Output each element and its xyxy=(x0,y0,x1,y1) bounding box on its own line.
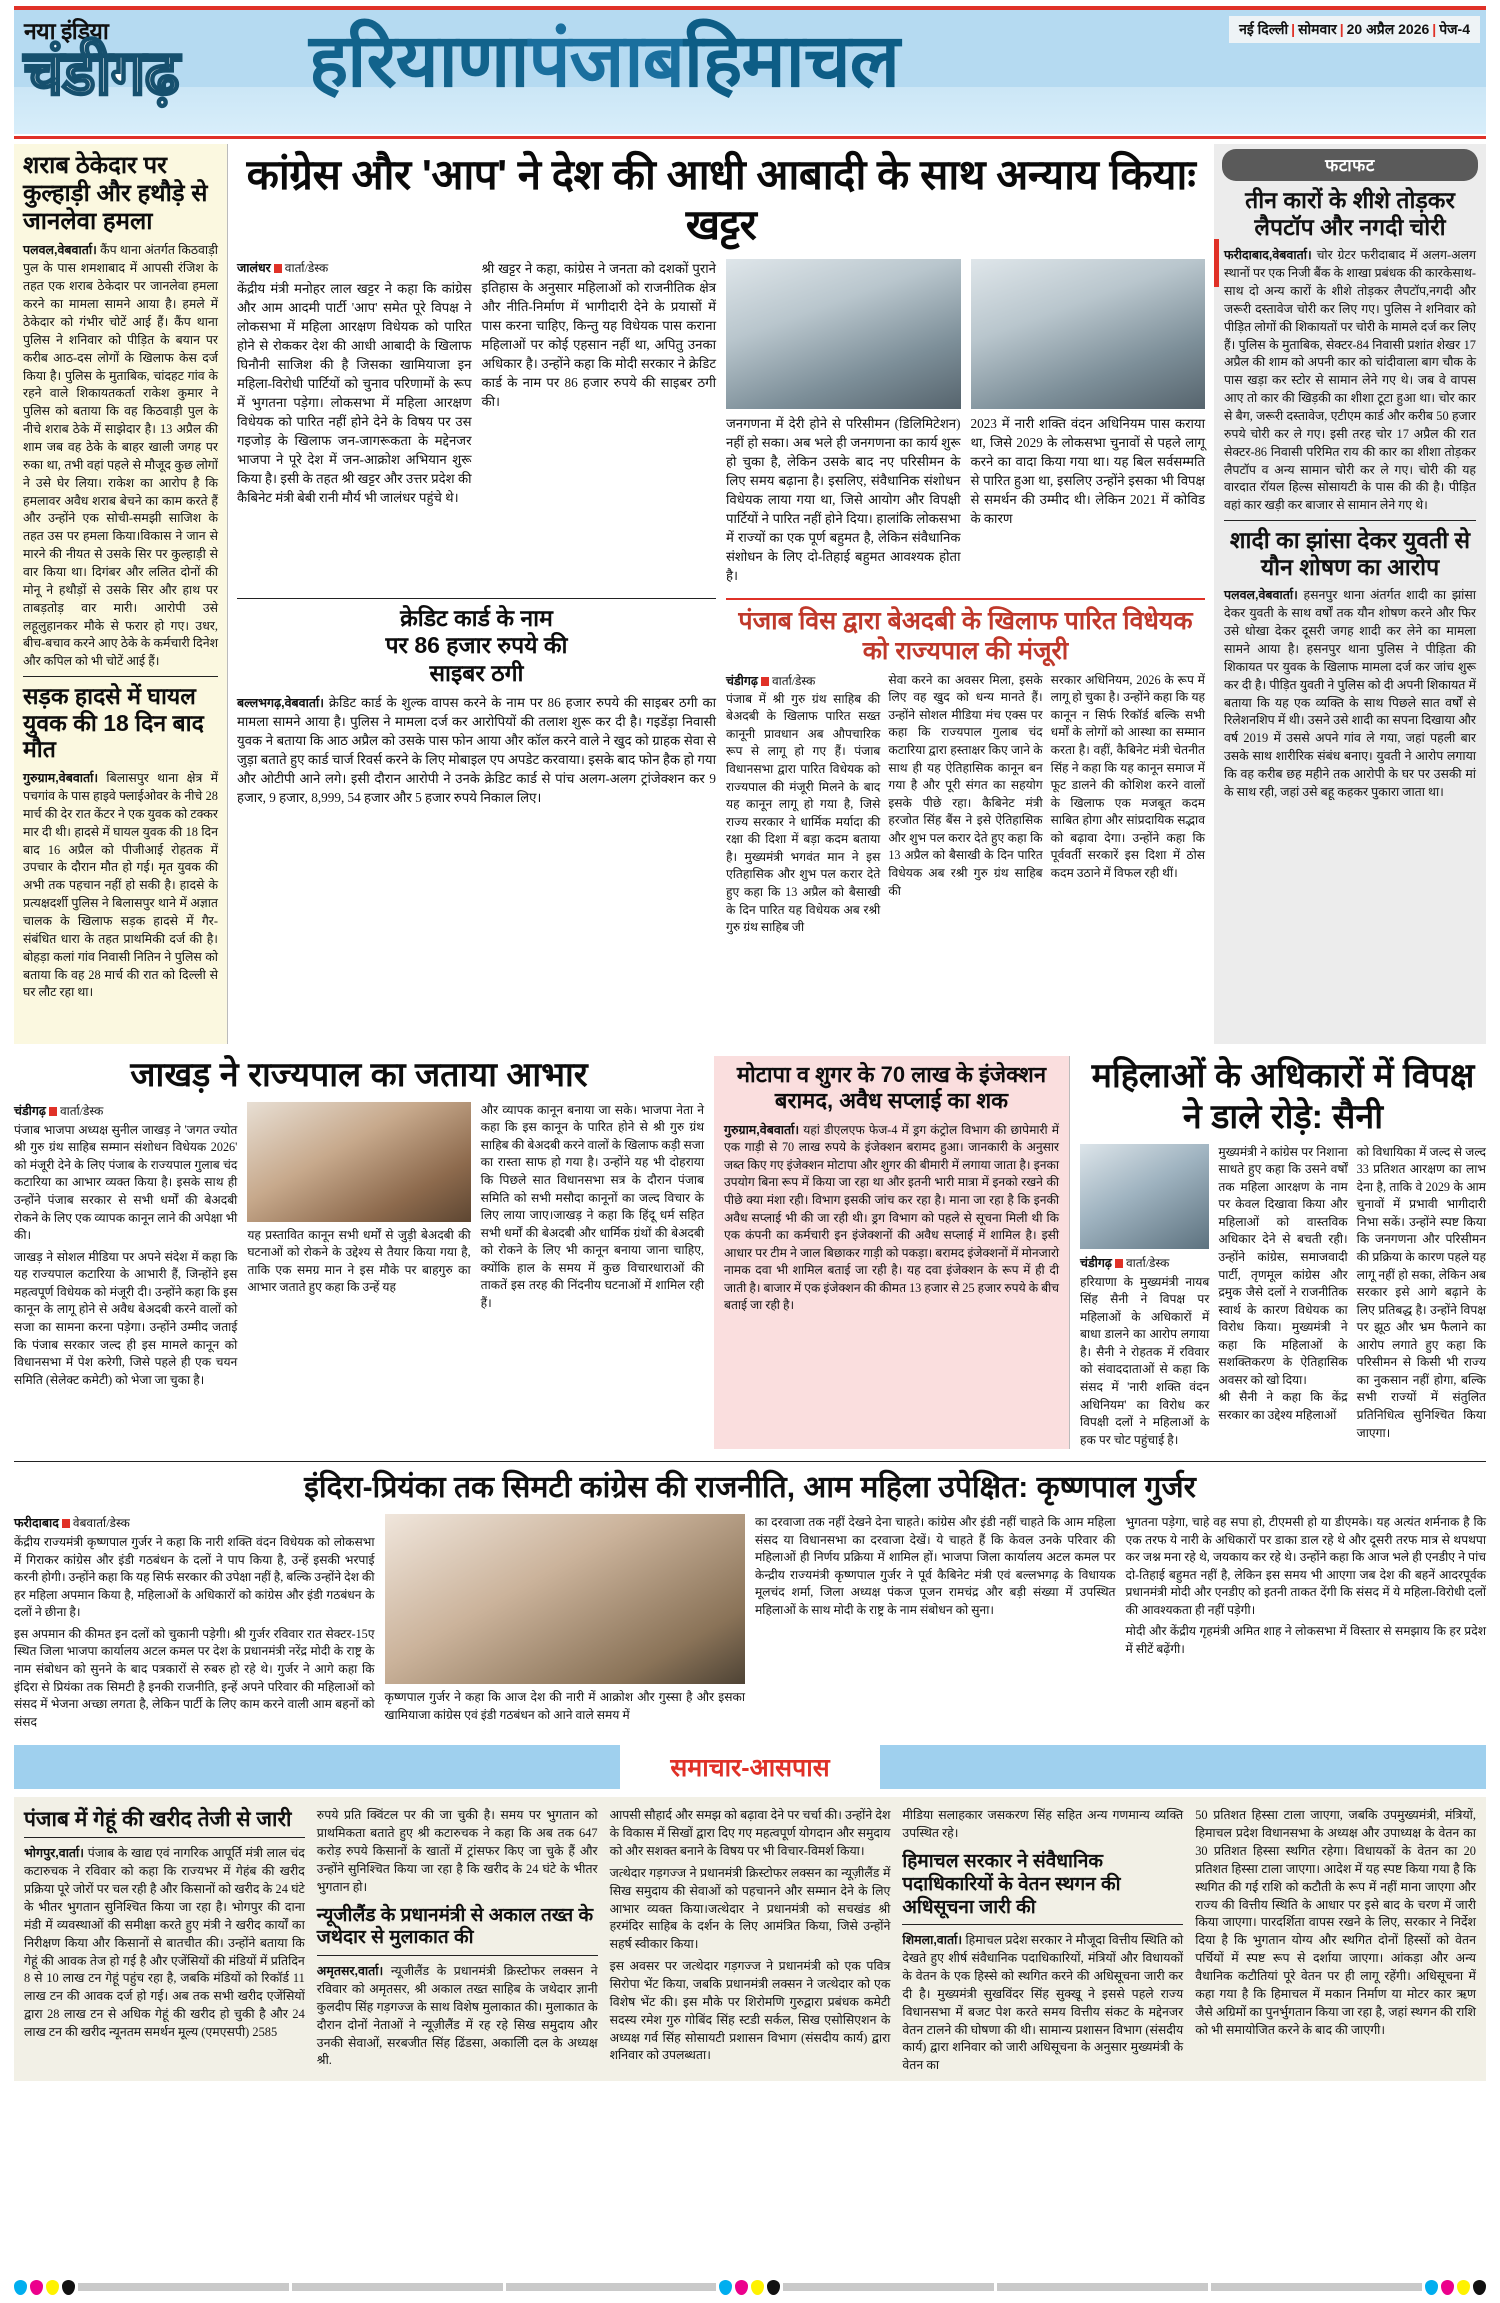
bottom-col3-body3: इस अवसर पर जत्थेदार गड़गज्ज ने प्रधानमंत्री को एक पवित्र सिरोपा भेंट किया, जबकि प्रधानमंत्री लक्सन ने जत्थेदार को एक विशेष भेंट की। इस मौके पर शिरोमणि गुरुद्वारा प्रबंधक कमेटी सदस्य रमेश गुरु गोबिंद सिंह स्टडी सर्कल, सिख एसोसिएशन के अध्यक्ष गर्व सिंह सोसायटी प्रशासन विभाग (संसदीय कार्य) द्वारा शनिवार को उपलब्धता। xyxy=(609,1959,891,2063)
zone3-dateline-city: फरीदाबाद xyxy=(14,1516,59,1531)
bottom-col4-divider xyxy=(902,1924,1183,1925)
zone3-col1b-body: इस अपमान की कीमत इन दलों को चुकानी पड़ेगी। श्री गुर्जर रविवार रात सेक्टर-15ए स्थित जिला भाजपा कार्यालय अटल कमल पर देश के प्रधानमंत्री नरेंद्र मोदी के राष्ट्र के नाम संबोधन को सुनने के बाद पत्रकारों से रुबरु हो रहे थे। गुर्जर ने आगे कहा कि इंदिरा से प्रियंका तक सिमटी है इनकी राजनीति, इन्हें अपने परिवार की महिलाओं को संसद में भेजना अच्छा लगता है, लेकिन पार्टी के लिए काम करने वाली आम बहनों को संसद xyxy=(14,1626,375,1729)
cmyk-bar-1 xyxy=(78,2283,289,2291)
banner-col3: सरकार अधिनियम, 2026 के रूप में लागू हो चुका है। उन्होंने कहा कि यह कानून न सिर्फ रिकॉर्ड बल्कि सभी धर्मों के लोगों को आस्था का सम्मान करता है। वहीं, कैबिनेट मंत्री चेतनीत सिंह ने कहा कि यह कानून समाज में फूट डालने की कोशिश करने वालों के खिलाफ एक मजबूत कदम साबित होगा और सांप्रदायिक सद्भाव को बढ़ावा देगा। उन्होंने कहा कि पूर्ववर्ती सरकारें इस दिशा में ठोस कदम उठाने में विफल रही थीं। xyxy=(1050,672,1205,880)
cmyk-bar-5 xyxy=(997,2283,1208,2291)
dateline-day: सोमवार xyxy=(1298,21,1337,37)
center-col1-body: केंद्रीय मंत्री मनोहर लाल खट्टर ने कहा कि कांग्रेस और आम आदमी पार्टी 'आप' समेत पूरे विपक्ष ने लोकसभा में महिला आरक्षण विधेयक को पारित होने से रोककर देश की आधी आबादी के खिलाफ घिनौनी साजिश की है जिसका खामियाजा इन महिला-विरोधी पार्टियों को चुनाव परिणामों के रूप में भुगतना पड़ेगा। लोकसभा में महिला आरक्षण विधेयक को पारित नहीं होने देने के विषय पर उस गइजोड़ के खिलाफ जन-जागरूकता के मद्देनजर भाजपा ने पूरे देश में जन-आक्रोश अभियान शुरू किया है। इसी के तहत श्री खट्टर और उत्तर प्रदेश की कैबिनेट मंत्री बेबी रानी मौर्य भी जालंधर पहुंचे थे। xyxy=(237,280,472,505)
left-story1-dateline: पलवल,वेबवार्ता। xyxy=(23,243,97,258)
cmyk-magenta-blob-2 xyxy=(735,2280,748,2295)
zone3-col1-body: केंद्रीय राज्यमंत्री कृष्णपाल गुर्जर ने कहा कि नारी शक्ति वंदन विधेयक को लोकसभा में गिराकर कांग्रेस और इंडी गठबंधन के दलों ने पाप किया है, उन्हें इसकी भरपाई करनी होगी। उन्होंने कहा कि यह सिर्फ सरकार की उपेक्षा नहीं है, बल्कि उन्होंने देश की हर महिला अपमान किया है, महिलाओं के अधिकारों को कांग्रेस और इंडी गठबंधन के दलों ने छीना है। xyxy=(14,1535,375,1620)
sidebar-story1-headline: तीन कारों के शीशे तोड़कर लैपटॉप और नगदी चोरी xyxy=(1245,187,1455,241)
center-col3-body: जनगणना में देरी होने से परिसीमन (डिलिमिटेशन) नहीं हो सका। अब भले ही जनगणना का कार्य शुरू हो चुका है, लेकिन उसके बाद नए परिसीमन के लिए समय बढ़ाना है। इसलिए, संवैधानिक संशोधन विधेयक लाया गया था, जिसे आयोग और विपक्षी पार्टियों ने पारित नहीं होने दिया। हालांकि लोकसभा में राज्यों का एक पूर्ण बहुमत है, लेकिन संवैधानिक संशोधन के लिए दो-तिहाई बहुमत आवश्यक होता है। xyxy=(726,415,961,583)
center-mid-headline-l3: साइबर ठगी xyxy=(429,659,524,686)
left-story2-headline: सड़क हादसे में घायल युवक की 18 दिन बाद मौत xyxy=(23,683,204,763)
center-mid-body: क्रेडिट कार्ड के शुल्क वापस करने के नाम पर 86 हजार रुपये की साइबर ठगी का मामला सामने आया है। पुलिस ने मामला दर्ज कर आरोपियों की तलाश शुरू कर दी है। गइडेंड़ा निवासी युवक ने बताया कि आठ अप्रैल को उसके पास फोन आया और कॉल करने वाले ने खुद को ग्राहक सेवा से जुड़ा बताते हुए कार्ड चार्ज रिवर्स करने के लिए मोबाइल एप अपडेट करवाया। इसके बाद फोन हैक हो गया और ओटीपी आने लगे। इसी दौरान आरोपी ने उनके क्रेडिट कार्ड से पांच अलग-अलग ट्रांजेक्शन कर 9 हजार, 9 हजार, 8,999, 54 हजार और 5 हजार रुपये निकाल लिए। xyxy=(237,694,716,805)
left-column xyxy=(14,144,227,1044)
masthead-state-punjab: पंजाब xyxy=(528,19,684,102)
bottom-col5-body1: 50 प्रतिशत हिस्सा टाला जाएगा, जबकि उपमुख्यमंत्री, मंत्रियों, हिमाचल प्रदेश विधानसभा के अध्यक्ष और उपाध्यक्ष के वेतन का 30 प्रतिशत हिस्सा स्थगित रहेगा। विधायकों के वेतन का 20 प्रतिशत हिस्सा टाला जाएगा। आदेश में यह स्पष्ट किया गया है कि स्थगित की गई राशि को कटौती के रूप में नहीं माना जाएगा और राज्य की वित्तीय स्थिति के आधार पर इसे बाद के चरण में जारी किया जाएगा। पारदर्शिता वापस रखने के लिए, सरकार ने निर्देश दिया है कि भुगतान योग्य और स्थगित दोनों हिस्सों को वेतन पर्चियों में स्पष्ट रूप से दर्शाया जाएगा। आंकड़ा और अन्य वैधानिक कटौतियां पूरे वेतन पर ही लागू रहेंगी। अधिसूचना में कहा गया है कि हिमाचल में मकान निर्माण या मोटर कार ऋण जैसे अग्रिमों का पुनर्भुगतान किया जा रहा है, जहां स्थगन की राशि को भी समायोजित करने के बाद की जाएगी। xyxy=(1195,1808,1476,2037)
zone3-col-4 xyxy=(1126,1514,1487,1731)
brand-name-small: नया इंडिया xyxy=(24,18,109,44)
bottom-col4-body1: मीडिया सलाहकार जसकरण सिंह सहित अन्य गणमान्य व्यक्ति उपस्थित रहे। xyxy=(902,1808,1184,1841)
zone2-right-story xyxy=(1069,1056,1486,1449)
left-story1-headline: शराब ठेकेदार पर कुल्हाड़ी और हथौड़े से जानलेवा हमला xyxy=(23,152,208,235)
center-col-3 xyxy=(726,259,961,585)
zone2-left-dateline-src: वार्ता/डेस्क xyxy=(59,1103,104,1118)
zone2-right-dateline-src: वार्ता/डेस्क xyxy=(1125,1255,1170,1270)
fatafat-label: फटाफट xyxy=(1222,149,1478,181)
cmyk-bar-2 xyxy=(292,2283,503,2291)
left-story2-body: बिलासपुर थाना क्षेत्र में पचगांव के पास हाइवे फ्लाईओवर के नीचे 28 मार्च की देर रात केंटर ने एक युवक को टक्कर मार दी थी। हादसे में घायल युवक की 18 दिन बाद 16 अप्रैल को पीजीआई रोहतक में उपचार के दौरान मौत हो गई। मृत युवक की अभी तक पहचान नहीं हो सकी है। हादसे के प्रत्यक्षदर्शी पुलिस ने बिलासपुर थाने में अज्ञात चालक के खिलाफ सड़क हादसे में गैर-संबंधित धारा के तहत प्राथमिकी दर्ज की है। बोहड़ा कलां गांव निवासी नितिन ने पुलिस को बताया कि वह 28 मार्च की रात को दिल्ली से घर लौट रहा था। xyxy=(23,771,218,1000)
left-divider-1 xyxy=(23,676,218,677)
banner-headline: पंजाब विस द्वारा बेअदबी के खिलाफ पारित विधेयक को राज्यपाल की मंजूरी xyxy=(738,606,1193,665)
sidebar-divider-1 xyxy=(1224,520,1476,521)
lead-photo-b xyxy=(971,259,1206,409)
center-column xyxy=(227,144,1214,1044)
center-dateline-src: वार्ता/डेस्क xyxy=(284,260,329,275)
zone3-col-2 xyxy=(385,1514,746,1731)
bottom-col1-divider xyxy=(24,1837,305,1838)
center-mid-divider xyxy=(237,598,716,599)
center-mid-dateline: बल्लभगढ़,वेबवार्ता। xyxy=(237,695,324,710)
center-col-4 xyxy=(971,259,1206,585)
masthead-state-himachal: हिमाचल xyxy=(683,19,899,102)
zone-2 xyxy=(14,1056,1486,1449)
bottom-col4-body2: हिमाचल प्रदेश सरकार ने मौजूदा वित्तीय स्थिति को देखते हुए शीर्ष संवैधानिक पदाधिकारियों, मंत्रियों और विधायकों के वेतन के एक हिस्से को स्थगित करने की अधिसूचना जारी कर दी है। मुख्यमंत्री सुखविंदर सिंह सुक्खू ने इससे पहले राज्य विधानसभा में बजट पेश करते समय वित्तीय संकट के मद्देनजर वेतन टालने की घोषणा की थी। सामान्य प्रशासन विभाग (संसदीय कार्य) द्वारा शनिवार को जारी अधिसूचना के अनुसार मुख्यमंत्री के वेतन का xyxy=(902,1933,1184,2073)
cmyk-black-blob xyxy=(62,2280,75,2295)
zone2-left-col1: पंजाब भाजपा अध्यक्ष सुनील जाखड़ ने 'जगत ज्योत श्री गुरु ग्रंथ साहिब सम्मान संशोधन विधेयक 2026' को मंजूरी देने के लिए पंजाब के राज्यपाल गुलाब चंद कटारिया का आभार व्यक्त किया है। इसके साथ ही उन्होंने पंजाब सरकार से सभी धर्मों की बेअदबी रोकने के लिए एक व्यापक कानून लाने की अपेक्षा भी की। xyxy=(14,1122,238,1243)
zone3-top-divider xyxy=(14,1461,1486,1462)
masthead-bottom-rule xyxy=(14,136,1486,139)
zone3-dateline-src: वेबवार्ता/डेस्क xyxy=(72,1516,130,1531)
zone2-left-col2: और व्यापक कानून बनाया जा सके। भाजपा नेता ने कहा कि इस कानून के पारित होने से श्री गुरु ग्रंथ साहिब की बेअदबी करने वालों के खिलाफ कड़ी सजा का रास्ता साफ हो गया है। उन्होंने यह भी दोहराया कि पिछले सात विधानसभा सत्र के दौरान पंजाब समिति को सभी मसौदा कानूनों का जल्द विचार के लिए लाया जाए।जाखड़ ने कहा कि हिंदू धर्म सहित सभी धर्मों की बेअदबी और धार्मिक ग्रंथों की बेअदबी को रोकने के लिए भी कानून बनाया जाना चाहिए, क्योंकि हाल के समय में कुछ विचारधाराओं की ताकतें इस तरह की निंदनीय घटनाओं में शामिल रही हैं। xyxy=(480,1102,704,1310)
center-col2-body: श्री खट्टर ने कहा, कांग्रेस ने जनता को दशकों पुराने इतिहास के अनुसार महिलाओं को राजनीतिक क्षेत्र और नीति-निर्माण में भागीदारी देने के प्रयासों में पास करना चाहिए, किन्तु यह विधेयक पास कराना महिलाओं पर कोई एहसान नहीं था, अपितु उनका अधिकार है। उन्होंने कहा कि मोदी सरकार ने क्रेडिट कार्ड के नाम पर 86 हजार रुपये की साइबर ठगी की। xyxy=(481,260,716,409)
zone3-col3-body: का दरवाजा तक नहीं देखने देना चाहते। कांग्रेस और इंडी नहीं चाहते कि आम महिला संसद या विधानसभा का दरवाजा देखें। ये चाहते हैं कि केवल उनके परिवार की महिलाओं ही निर्णय प्रक्रिया में शामिल हों। भाजपा जिला कार्यालय अटल कमल पर केन्द्रीय राज्यमंत्री कृष्णपाल गुर्जर ने पूर्व कैबिनेट मंत्री एवं बल्लभगढ़ के विधायक मूलचंद शर्मा, जिला अध्यक्ष पंकज पूजन रामचंद्र और बड़ी संख्या में उपस्थित महिलाओं के साथ मोदी के राष्ट्र के नाम संबोधन को सुना। xyxy=(755,1515,1116,1617)
zone3-col-3 xyxy=(755,1514,1116,1731)
zone2-left-story xyxy=(14,1056,714,1449)
masthead xyxy=(14,6,1486,138)
banner-col1: पंजाब में श्री गुरु ग्रंथ साहिब की बेअदबी के खिलाफ पारित सख्त कानूनी प्रावधान अब औपचारिक रूप से लागू हो गए हैं। पंजाब विधानसभा द्वारा पारित विधेयक को राज्यपाल की मंजूरी मिलने के बाद यह कानून लागू हो गया है, जिसे राज्य सरकार ने धार्मिक मर्यादा की रक्षा की दिशा में बड़ा कदम बताया है। मुख्यमंत्री भगवंत मान ने इस एतिहासिक और शुभ पल करार देते हुए कहा कि 13 अप्रैल को बैसाखी के दिन पारित यह विधेयक अब रश्री गुरु ग्रंथ साहिब जी xyxy=(726,691,881,935)
zone2-right-headline: महिलाओं के अधिकारों में विपक्ष ने डाले रोड़े: सैनी xyxy=(1091,1057,1475,1136)
sidebar-story2-headline: शादी का झांसा देकर युवती से यौन शोषण का आरोप xyxy=(1229,527,1471,581)
center-col-1 xyxy=(237,259,472,585)
zone3-col-1 xyxy=(14,1514,375,1731)
dateline-marker-icon xyxy=(274,264,282,273)
center-mid-headline xyxy=(237,605,716,688)
right-sidebar xyxy=(1214,144,1486,1044)
cmyk-black-blob-3 xyxy=(1473,2280,1486,2295)
masthead-dateline: नई दिल्ली | सोमवार | 20 अप्रैल 2026 | पेज-4 xyxy=(1229,16,1480,43)
cmyk-bar-6 xyxy=(1211,2283,1422,2291)
bottom-col3-body2: जत्थेदार गड़गज्ज ने प्रधानमंत्री क्रिस्टोफर लक्सन का न्यूज़ीलैंड में सिख समुदाय की सेवाओं को पहचानने और सम्मान देने के लिए आभार व्यक्त किया।जत्थेदार ने प्रधानमंत्री को सचखंड श्री हरमंदिर साहिब के दर्शन के लिए आमंत्रित किया, जिसे उन्होंने सहर्ष स्वीकार किया। xyxy=(609,1865,891,1952)
zone2-middle-body: यहां डीएलएफ फेज-4 में ड्रग कंट्रोल विभाग की छापेमारी में एक गाड़ी से 70 लाख रुपये के इंजेक्शन बरामद हुआ। जानकारी के अनुसार जब्त किए गए इंजेक्शन मोटापा और शुगर की बीमारी में लगाया जाता है। इनका उपयोग बिना रूप में किया जा रहा था और इतनी भारी मात्रा में इनको रखने की पीछे क्या मंशा रही। विभाग इसकी जांच कर रहा है। माना जा रहा है कि इनकी अवैध सप्लाई भी की जा रही थी। ड्रग विभाग को पहले से सूचना मिली थी कि एक कंपनी का कर्मचारी इन इंजेक्शनों की अवैध सप्लाई में शामिल है। इसी आधार पर टीम ने जाल बिछाकर गाड़ी को पकड़ा। बरामद इंजेक्शनों में मोनजारो नामक दवा भी शामिल बताई जा रही है। यह दवा इंजेक्शन के रूप में ही दी जाती है। बाजार में एक इंजेक्शन की कीमत 13 हजार से 25 हजार रुपये के बीच बताई जा रही है। xyxy=(724,1122,1060,1313)
main-headline: कांग्रेस और 'आप' ने देश की आधी आबादी के साथ अन्याय कियाः खट्टर xyxy=(246,151,1196,249)
zone2-left-headline: जाखड़ ने राज्यपाल का जताया आभार xyxy=(130,1056,588,1094)
cmyk-yellow-blob-3 xyxy=(1457,2280,1470,2295)
cmyk-registration-footer xyxy=(14,2279,1486,2295)
masthead-brand xyxy=(24,14,324,108)
masthead-state-haryana: हरियाणा xyxy=(309,19,529,102)
banner-dateline-city: चंडीगढ़ xyxy=(726,673,758,688)
dateline-date: 20 अप्रैल 2026 xyxy=(1346,21,1430,37)
banner-divider xyxy=(726,598,1205,600)
cmyk-cyan-blob-2 xyxy=(719,2280,732,2295)
bottom-col2-body2: न्यूजीलैंड के प्रधानमंत्री क्रिस्टोफर लक्सन ने रविवार को अमृतसर, श्री अकाल तख्त साहिब के जथेदार ज्ञानी कुलदीप सिंह गड़गज्ज के साथ विशेष मुलाकात की। मुलाकात के दौरान दोनों नेताओं ने न्यूज़ीलैंड में रह रहे सिख समुदाय और उनकी सेवाओं, सरबजीत सिंह ढिंडसा, अकालिी दल के अध्यक्ष श्री. xyxy=(316,1964,598,2068)
bottom-col2-headline: न्यूजीलैंड के प्रधानमंत्री से अकाल तख्त के जथेदार से मुलाकात की xyxy=(316,1904,594,1949)
banner-dateline-marker-icon xyxy=(761,677,769,686)
cmyk-cyan-blob xyxy=(14,2280,27,2295)
bottom-col1-dateline: भोगपुर,वार्ता। xyxy=(24,1846,85,1861)
zone3-dateline-marker-icon xyxy=(62,1519,70,1528)
zone3-col4b-body: मोदी और केंद्रीय गृहमंत्री अमित शाह ने लोकसभा में विस्तार से समझाय कि हर प्रदेश में सीटें बढ़ेंगी। xyxy=(1125,1624,1486,1656)
center-dateline-city: जालंधर xyxy=(237,260,271,275)
center-mid-headline-l1: क्रेडिट कार्ड के नाम xyxy=(400,604,553,631)
dateline-city: नई दिल्ली xyxy=(1239,21,1289,37)
left-story2-dateline: गुरुग्राम,वेबवार्ता। xyxy=(23,771,99,786)
banner-col2: सेवा करने का अवसर मिला, इसके लिए वह खुद को धन्य मानते हैं। उन्होंने सोशल मीडिया मंच एक्स पर कहा कि राज्यपाल गुलाब चंद कटारिया द्वारा हस्ताक्षर किए जाने के साथ ही यह ऐतिहासिक कानून बन गया है और पूरी संगत का सहयोग इसके पीछे रहा। कैबिनेट मंत्री हरजोत सिंह बैंस ने इसे ऐतिहासिक और शुभ पल करार देते हुए कहा कि 13 अप्रैल को बैसाखी के दिन पारित विधेयक अब रश्री गुरु ग्रंथ साहिब की xyxy=(888,672,1043,898)
bottom-col-3 xyxy=(610,1807,891,2075)
left-story1-body: कैंप थाना अंतर्गत किठवाड़ी पुल के पास शमशाबाद में आपसी रंजिश के तहत एक शराब ठेकेदार पर जानलेवा हमला करने का मामला सामने आया है। हमले में ठेकेदार को गंभीर चोटें आई हैं। कैंप थाना पुलिस ने शनिवार को पीड़ित के बयान पर करीब आठ-दस लोगों के खिलाफ केस दर्ज किया है। पुलिस के मुताबिक, चांदहट गांव के रहने वाले शिकायतकर्ता राकेश कुमार ने पुलिस को बताया कि वह किठवाड़ी पुल के नीचे शराब ठेके में साझेदार है। 13 अप्रैल की शाम जब वह ठेके के बाहर खाली जगह पर रुका था, तभी वहां पहले से मौजूद कुछ लोगों ने उसे घेर लिया। राकेश का आरोप है कि हमलावर अवैध शराब बेचने का काम करते हैं और उन्होंने एक सोची-समझी साजिश के तहत उस पर हमला किया।विकास ने जान से मारने की नीयत से उसके सिर पर कुल्हाड़ी से वार किया था। दिगंबर और ललित दोनों की मोनू ने हथौड़ों से उसके सिर और हाथ पर ताबड़तोड़ वार मारी। आरोपी उसे लहूलुहानकर मौके से फरार हो गए। उधर, बीच-बचाव करने आए ठेके के कर्मचारी दिनेश और कपिल को भी चोटें आई हैं। xyxy=(23,243,218,669)
bottom-col1-body: पंजाब के खाद्य एवं नागरिक आपूर्ति मंत्री लाल चंद कटारुचक ने रविवार को कहा कि राज्यभर में गेहंब की खरीद प्रक्रिया पूरे जोरों पर चल रही है और किसानों को खरीद के 24 घंटे के भीतर भुगतान सुनिश्चित किया जा रहा है। भोगपुर की दाना मंडी में व्यवस्थाओं की समीक्षा करते हुए मंत्री ने खरीद कार्यों का निरीक्षण किया और किसानों से बातचीत की। उन्होंने बताया कि गेहूं की आवक तेज हो गई है और एजेंसियों की मंडियों में प्रतिदिन 8 से 10 लाख टन गेहूं पहुंच रहा है, जबकि मंडियों को रिकॉर्ड 11 लाख टन की आवक दर्ज हो गई। अब तक सभी खरीद एजेंसियों द्वारा 28 लाख टन से अधिक गेहूं की खरीद हो चुकी है और 24 लाख टन की खरीद न्यूनतम समर्थन मूल्य (एमएसपी) 2585 xyxy=(24,1846,305,2039)
bottom-col4-dateline: शिमला,वार्ता। xyxy=(902,1933,963,1948)
samachar-banner-label: समाचार-आसपास xyxy=(670,1754,830,1783)
zone2-middle-headline: मोटापा व शुगर के 70 लाख के इंजेक्शन बरामद, अवैध सप्लाई का शक xyxy=(736,1062,1047,1114)
cmyk-magenta-blob-3 xyxy=(1441,2280,1454,2295)
sidebar-story2-dateline: पलवल,वेबवार्ता। xyxy=(1224,588,1298,603)
bottom-col-5 xyxy=(1195,1807,1476,2075)
zone-3 xyxy=(14,1461,1486,1731)
edition-name: चंडीगढ़ xyxy=(24,39,179,108)
banner-dateline-src: वार्ता/डेस्क xyxy=(771,673,816,688)
bottom-col4-headline: हिमाचल सरकार ने संवैधानिक पदाधिकारियों के वेतन स्थगन की अधिसूचना जारी की xyxy=(902,1850,1121,1918)
zone2-right-col4: श्री सैनी ने कहा कि केंद्र सरकार का उद्देश्य महिलाओं xyxy=(1218,1390,1348,1423)
sidebar-story1-dateline: फरीदाबाद,वेबवार्ता। xyxy=(1224,248,1312,263)
top-zone xyxy=(14,144,1486,1044)
zone3-col2-body: कृष्णपाल गुर्जर ने कहा कि आज देश की नारी में आक्रोश और गुस्सा है और इसका खामियाजा कांग्रेस एवं इंडी गठबंधन को आने वाले समय में xyxy=(384,1690,745,1722)
zone3-headline: इंदिरा-प्रियंका तक सिमटी कांग्रेस की राजनीति, आम महिला उपेक्षित: कृष्णपाल गुर्जर xyxy=(304,1471,1196,1505)
bottom-col2-divider xyxy=(317,1955,598,1956)
zone2-middle-dateline: गुरुग्राम,वेबवार्ता। xyxy=(724,1122,800,1137)
sidebar-story2-body: हसनपुर थाना अंतर्गत शादी का झांसा देकर युवती के साथ वर्षों तक यौन शोषण करने और फिर उसे धोखा देकर दूसरी जगह शादी कर लेने का मामला सामने आया है। हसनपुर थाना पुलिस ने पीड़िता की शिकायत पर युवक के खिलाफ मामला दर्ज कर जांच शुरू कर दी है। पीड़ित युवती ने पुलिस को दी अपनी शिकायत में बताया कि यह एक व्यक्ति के साथ पिछले सात वर्षों से रिलेशनशिप में थी। उसने उसे शादी का सपना दिखाया और वर्ष 2019 में उससे अपने गांव ले गया, जहां पहली बार उसके साथ शारीरिक संबंध बनाए। युवती ने आरोप लगाया कि वह करीब छह महीने तक आरोपी के घर पर उसकी मां के साथ रही, जहां उसे बहू कहकर पुकारा जाता था। xyxy=(1224,588,1476,799)
zone3-photo xyxy=(385,1514,746,1684)
bottom-col2-dateline: अमृतसर,वार्ता। xyxy=(316,1964,384,1979)
center-col-2 xyxy=(482,259,717,585)
zone2-left-photo xyxy=(247,1102,470,1222)
zone2-left-dateline-city: चंडीगढ़ xyxy=(14,1103,46,1118)
cmyk-yellow-blob-2 xyxy=(751,2280,764,2295)
zone2-middle-story xyxy=(714,1056,1069,1449)
zone2-right-col3: को विधायिका में जल्द से जल्द 33 प्रतिशत आरक्षण का लाभ देना है, ताकि वे 2029 के आम चुनावों में प्रभावी भागीदारी निभा सकें। उन्होंने स्पष्ट किया कि जनगणना और परिसीमन की प्रक्रिया के कारण पहले यह लागू नहीं हो सका, लेकिन अब सरकार इसे आगे बढ़ाने के लिए प्रतिबद्ध है। उन्होंने विपक्ष पर झूठ और भ्रम फैलाने का आरोप लगाते हुए कहा कि परिसीमन से किसी भी राज्य का नुकसान नहीं होगा, बल्कि सभी राज्यों में संतुलित प्रतिनिधित्व सुनिश्चित किया जाएगा। xyxy=(1356,1144,1486,1440)
center-mid-headline-l2: पर 86 हजार रुपये की xyxy=(385,632,568,659)
bottom-col-4 xyxy=(902,1807,1183,2075)
zone2-right-col1: हरियाणा के मुख्यमंत्री नायब सिंह सैनी ने विपक्ष पर महिलाओं के अधिकारों में बाधा डालने का आरोप लगाया है। सैनी ने रोहतक में रविवार को संवाददाताओं से कहा कि संसद में 'नारी शक्ति वंदन अधिनियम' का विरोध कर विपक्षी दलों ने महिलाओं के हक पर चोट पहुंचाई है। xyxy=(1080,1274,1210,1447)
cmyk-black-blob-2 xyxy=(767,2280,780,2295)
zone3-columns xyxy=(14,1514,1486,1731)
cmyk-bar-4 xyxy=(783,2283,994,2291)
center-top-columns xyxy=(237,259,1205,585)
dateline-page: पेज-4 xyxy=(1439,21,1470,37)
sidebar-red-tab-1 xyxy=(1214,239,1219,287)
cmyk-bar-3 xyxy=(506,2283,717,2291)
newspaper-page xyxy=(0,6,1500,2303)
zone2-right-photo xyxy=(1080,1144,1209,1249)
center-col4-body: 2023 में नारी शक्ति वंदन अधिनियम पास कराया था, जिसे 2029 के लोकसभा चुनावों से पहले लागू करने का वादा किया गया था। यह बिल सर्वसम्मति से पारित हुआ था, इसलिए उन्होंने इसका भी विपक्ष से समर्थन की उम्मीद थी। लेकिन 2021 में कोविड के कारण xyxy=(970,415,1205,526)
sidebar-story1-body: चोर ग्रेटर फरीदाबाद में अलग-अलग स्थानों पर एक निजी बैंक के शाखा प्रबंधक की कारकेसाथ-साथ दो अन्य कारों के शीशे तोड़कर लैपटॉप,नगदी और जरूरी दस्तावेज चोरी कर लिए गए। पुलिस ने शनिवार को पीड़ित लोगों की शिकायतों पर चोरी के मामले दर्ज कर लिए हैं। पुलिस के मुताबिक, सेक्टर-84 निवासी प्रशांत शेखर 17 अप्रैल की शाम को अपनी कार को चांदीवाला बाग चौक के पास खड़ा कर स्टोर से सामान लेने गए थे। जब वे वापस आए तो कार की खिड़की का शीशा टूटा हुआ था। चोर कार से बैग, जरूरी दस्तावेज, एटीएम कार्ड और करीब 50 हजार रुपये चोरी कर ले गए। इसी तरह चोर 17 अप्रैल की रात सेक्टर-86 निवासी परिमित राय की कार का शीशा तोड़कर लैपटॉप व अन्य सामान चोरी कर ले गए। चोरी की यह वारदात रॉयल हिल्स सोसायटी के पास की की है। पीड़ित वहां कार खड़ी कर बाजार से सामान लेने गए थे। xyxy=(1224,248,1476,513)
zone2-left-col3: यह प्रस्तावित कानून सभी धर्मों से जुड़ी बेअदबी की घटनाओं को रोकने के उद्देश्य से तैयार किया गया है, ताकि एक समग्र मान ने इस मौके पर बाहगुरु का आभार जताते हुए कहा कि उन्हें यह xyxy=(247,1227,471,1295)
zone2-left-col1b: जाखड़ ने सोशल मीडिया पर अपने संदेश में कहा कि यह राज्यपाल कटारिया के आभारी हैं, जिन्होंने इस महत्वपूर्ण विधेयक को मंजूरी दी। उन्होंने कहा कि इस कानून के लागू होने से अवैध बेअदबी करने वालों को सजा का सामना करना पड़ेगा। उन्होंने उम्मीद जताई कि पंजाब सरकार जल्द ही इस मामले कानून को विधानसभा में पेश करेगी, जिसे पहले ही एक चयन समिति (सेलेक्ट कमेटी) को भेजा जा चुका है। xyxy=(14,1249,238,1387)
zone2-right-dateline-city: चंडीगढ़ xyxy=(1080,1255,1112,1270)
cmyk-yellow-blob xyxy=(46,2280,59,2295)
bottom-col3-body1: आपसी सौहार्द और समझ को बढ़ावा देने पर चर्चा की। उन्होंने देश के विकास में सिखों द्वारा दिए गए महत्वपूर्ण योगदान और समुदाय को और सशक्त बनाने के विषय पर भी विचार-विमर्श किया। xyxy=(609,1808,891,1858)
bottom-col-2 xyxy=(317,1807,598,2075)
zone3-col4-body: भुगतना पड़ेगा, चाहे वह सपा हो, टीएमसी हो या डीएमके। यह अत्यंत शर्मनाक है कि एक तरफ ये नारी के अधिकारों पर डाका डाल रहे थे और दूसरी तरफ मात्र से थपथपा कर जश्न मना रहे थे, जयकाय कर रहे थे। उन्होंने कहा कि आज भले ही एनडीए ने पांच दो-तिहाई बहुमत नहीं है, लेकिन इस समय भी आएगा जब देश की बहनें आदरपूर्वक प्रधानमंत्री मोदी और एनडीए को इतनी ताकत देंगी कि संसद में ये महिला-विरोधी दलों की आवश्यकता ही नहीं पड़ेगी। xyxy=(1125,1515,1486,1617)
zone2-right-col2: मुख्यमंत्री ने कांग्रेस पर निशाना साधते हुए कहा कि उसने वर्षों तक महिला आरक्षण के नाम पर केवल दिखावा किया और महिलाओं को वास्तविक अधिकार देने से बचती रही। उन्होंने कांग्रेस, समाजवादी पार्टी, तृणमूल कांग्रेस और द्रमुक जैसे दलों ने राजनीतिक स्वार्थ के कारण विधेयक का विरोध किया। मुख्यमंत्री ने कहा कि महिलाओं के सशक्तिकरण के ऐतिहासिक अवसर को खो दिया। xyxy=(1218,1144,1348,1387)
bottom-col2-body1: रुपये प्रति क्विंटल पर की जा चुकी है। समय पर भुगतान को प्राथमिकता बताते हुए श्री कटारुचक ने कहा कि अब तक 647 करोड़ रुपये किसानों के खातों में ट्रांसफर किए जा चुके हैं और उन्होंने सुनिश्चित किया जा रहा है कि खरीद के 24 घंटे के भीतर भुगतान हो। xyxy=(316,1808,598,1894)
samachar-banner xyxy=(14,1745,1486,1789)
zone2-left-dateline-marker-icon xyxy=(49,1107,57,1116)
cmyk-magenta-blob xyxy=(30,2280,43,2295)
bottom-zone xyxy=(14,1797,1486,2081)
bottom-col1-headline: पंजाब में गेहूं की खरीद तेजी से जारी xyxy=(24,1808,292,1832)
zone2-right-dateline-marker-icon xyxy=(1115,1259,1123,1268)
cmyk-cyan-blob-3 xyxy=(1425,2280,1438,2295)
lead-photo xyxy=(726,259,961,409)
bottom-col-1 xyxy=(24,1807,305,2075)
